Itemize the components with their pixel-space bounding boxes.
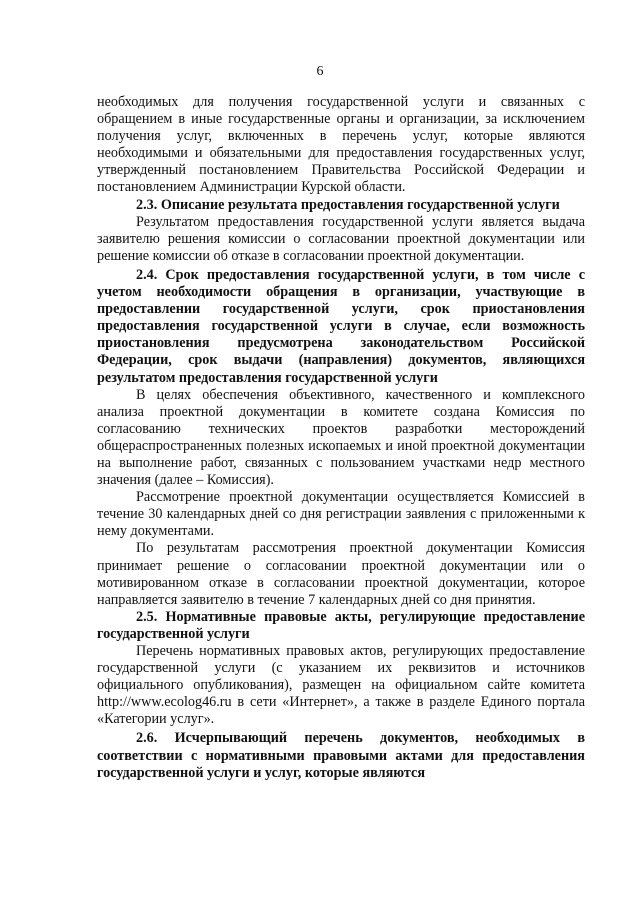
section-heading-2-5: 2.5. Нормативные правовые акты, регулирующие предоставление государственной услуги: [97, 608, 585, 642]
section-heading-2-6: 2.6. Исчерпывающий перечень документов, необходимых в соответствии с нормативными правовыми актами для предоставления государственной услуги и услуг, которые являются: [97, 730, 585, 781]
page-number: 6: [316, 64, 324, 79]
document-body: [97, 94, 585, 782]
section-heading-2-3: 2.3. Описание результата предоставления государственной услуги: [136, 196, 560, 213]
paragraph-result-description: Результатом предоставления государственной услуги является выдача заявителю решения комиссии о согласовании проектной документации или решение комиссии об отказе в согласовании проектной документации.: [97, 213, 585, 264]
section-heading-2-4: 2.4. Срок предоставления государственной услуги, в том числе с учетом необходимости обращения в организации, участвующие в предоставлении государственной услуги, срок приостановления предоставления государственной услуги в случае, если возможность приостановления предусмотрена законодательством Российской Федерации, срок выдачи (направления) документов, являющихся результатом предоставления государственной услуги: [97, 266, 585, 386]
paragraph-commission: В целях обеспечения объективного, качественного и комплексного анализа проектной документации в комитете создана Комиссия по согласованию технических проектов разработки месторождений общераспространенных полезных ископаемых и иной проектной документации на выполнение работ, связанных с пользованием участками недр местного значения (далее – Комиссия).: [97, 386, 585, 489]
paragraph-continuation: необходимых для получения государственной услуги и связанных с обращением в иные государственные органы и организации, за исключением получения услуг, включенных в перечень услуг, которые являются необходимыми и обязательными для предоставления государственных услуг, утвержденный постановлением Правительства Российской Федерации и постановлением Администрации Курской области.: [97, 94, 585, 196]
paragraph-review-term: Рассмотрение проектной документации осуществляется Комиссией в течение 30 календарных дней со дня регистрации заявления с приложенными к нему документами.: [97, 489, 585, 540]
paragraph-decision: По результатам рассмотрения проектной документации Комиссия принимает решение о согласовании проектной документации или о мотивированном отказе в согласовании проектной документации, которое направляется заявителю в течение 7 календарных дней со дня принятия.: [97, 540, 585, 608]
paragraph-regulations: Перечень нормативных правовых актов, регулирующих предоставление государственной услуги (с указанием их реквизитов и источников официального опубликования), размещен на официальном сайте комитета http://www.ecolog46.ru в сети «Интернет», а также в разделе Единого портала «Категории услуг».: [97, 643, 585, 728]
